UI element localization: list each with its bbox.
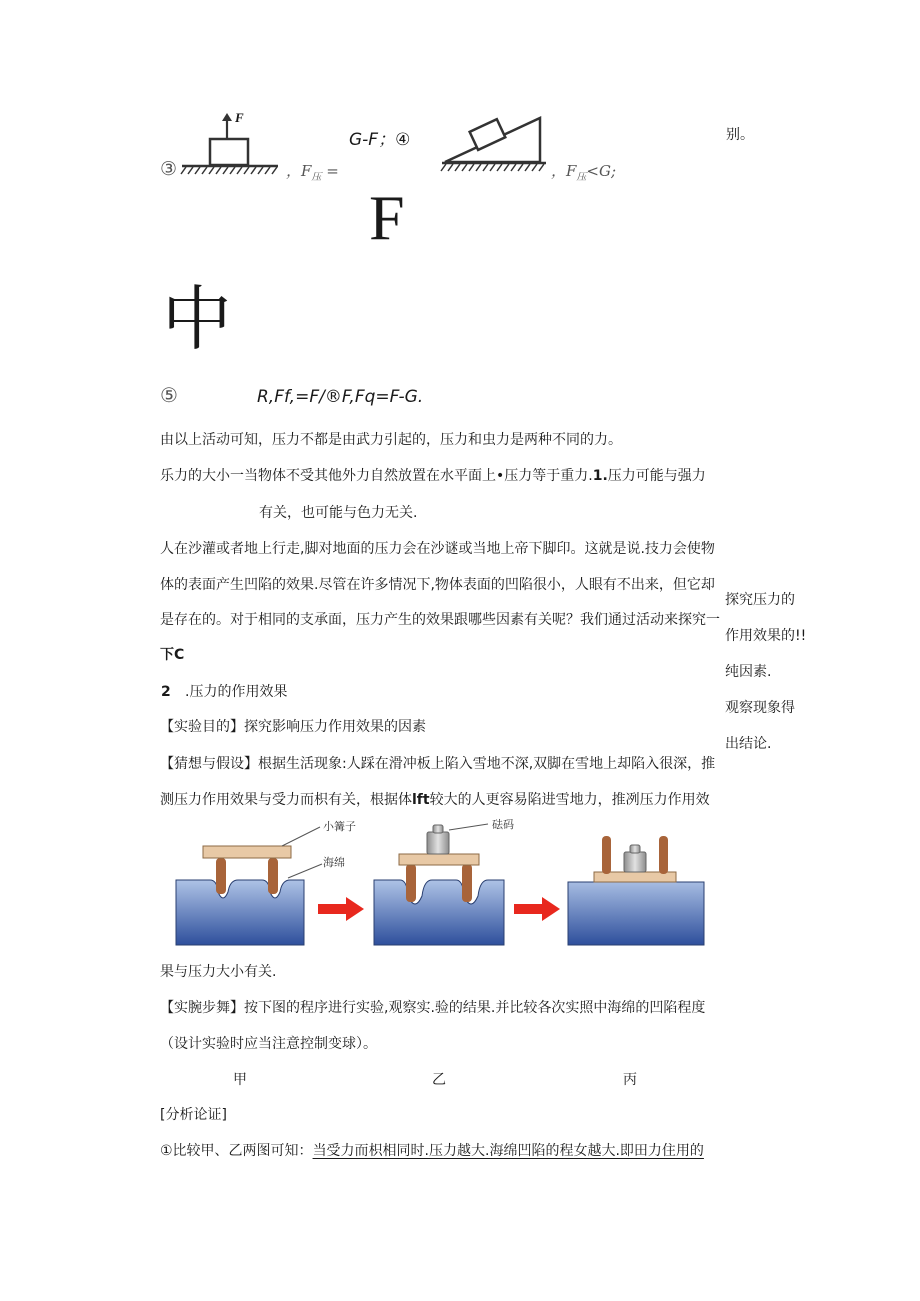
big-letter-f: F <box>369 182 405 253</box>
experiment-goal: 【实验目的】探究影响压力作用效果的因素 <box>160 719 426 735</box>
caption-yi: 乙 <box>432 1072 446 1088</box>
side-note-1: 探究压力的 <box>725 592 795 608</box>
formula-5-text: R,Ff,=F/®F,Fq=F-G. <box>257 387 424 407</box>
section-2-number: 2 <box>161 684 171 700</box>
section-2-title: .压力的作用效果 <box>185 684 288 700</box>
figure-3-force-label: F <box>235 110 244 125</box>
caption-bing: 丙 <box>623 1072 637 1088</box>
figure-3-block-diagram <box>180 112 280 180</box>
paragraph-3-line-4: 下C <box>160 647 185 663</box>
panel-table-with-weight-on-sponge <box>374 824 504 945</box>
side-note-2: 作用效果的!! <box>725 628 807 644</box>
paragraph-3-line-1: 人在沙灌或者地上行走,脚对地面的压力会在沙谜或当地上帝下脚印。这就是说.技力会使物 <box>160 541 715 557</box>
hypothesis-line-1: 【猜想与假设】根据生活现象:人踩在滑冲板上陷入雪地不深,双脚在雪地上却陷入很深，推 <box>160 756 716 772</box>
paragraph-3-line-2: 体的表面产生凹陷的效果.尽管在许多情况下,物体表面的凹陷很小，人眼有不出来，但它却 <box>160 577 715 593</box>
side-note-3: 纯因素. <box>725 664 772 680</box>
steps-line-1: 【实腕步舞】按下图的程序进行实验,观察实.验的结果.并比较各次实照中海绵的凹陷程度 <box>160 1000 706 1016</box>
analysis-line-1: ①比较甲、乙两图可知：当受力而枳相同时.压力越大.海绵凹陷的程女越大.即田力住用的 <box>160 1143 704 1159</box>
paragraph-2-line-1: 乐力的大小一当物体不受其他外力自然放置在水平面上•压力等于重力.1.压力可能与强力 <box>160 468 706 484</box>
formula-5-number: ⑤ <box>160 383 178 407</box>
big-character-zhong: 中 <box>162 278 232 360</box>
caption-jia: 甲 <box>233 1072 247 1088</box>
arrow-right <box>514 897 560 921</box>
figure-3-number: ③ <box>160 158 178 180</box>
arrow-right <box>318 897 364 921</box>
block <box>470 119 506 150</box>
label-sponge: 海绵 <box>323 856 345 869</box>
analysis-heading: [分析论证] <box>160 1107 227 1123</box>
right-note: 别。 <box>726 127 754 143</box>
hypothesis-line-2: 测压力作用效果与受力而枳有关，根据体lft较大的人更容易陷进雪地力，推冽压力作用效 <box>160 792 710 808</box>
side-note-4: 观察现象得 <box>725 700 795 716</box>
block <box>210 139 248 165</box>
label-small-table: 小篝子 <box>323 820 356 833</box>
panel-inverted-table-on-sponge <box>568 836 704 945</box>
paragraph-2-line-2: 有关，也可能与色力无关. <box>259 505 418 521</box>
paragraph-1: 由以上活动可知，压力不都是由武力引起的，压力和虫力是两种不同的力。 <box>160 432 622 448</box>
sponge-experiment-diagram <box>170 812 710 952</box>
figure-4-incline-diagram <box>440 110 550 176</box>
side-note-5: 出结论. <box>725 736 772 752</box>
hypothesis-line-3: 果与压力大小有关. <box>160 964 277 980</box>
between-formula-text: G-F；④ <box>349 130 411 150</box>
steps-line-2: （设计实验时应当注意控制变球）。 <box>160 1036 377 1052</box>
panel-table-on-sponge <box>176 827 322 945</box>
figure-4-formula: ，$F_压<G$; <box>551 162 617 183</box>
paragraph-3-line-3: 是存在的。对于相同的支承面，压力产生的效果跟哪些因素有关呢？我们通过活动来探究一 <box>160 612 720 628</box>
label-weight: 砝码 <box>492 818 514 831</box>
figure-3-formula: ，$F_压$ = <box>286 162 339 183</box>
